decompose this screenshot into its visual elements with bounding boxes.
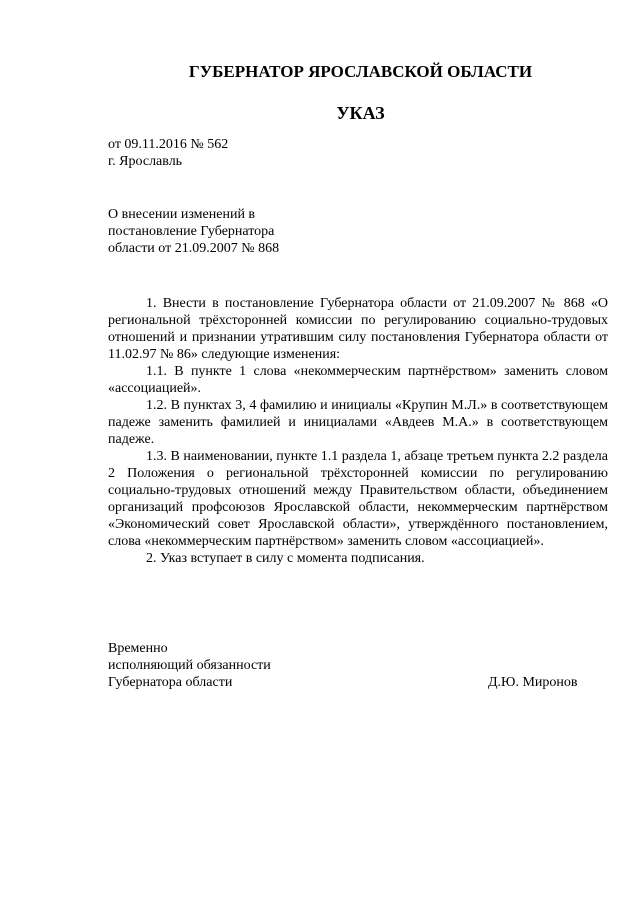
position-line: исполняющий обязанности xyxy=(108,658,271,673)
date-number: от 09.11.2016 № 562 xyxy=(108,137,229,152)
paragraph-item-2: 2. Указ вступает в силу с момента подписания. xyxy=(146,551,425,566)
signer-name: Д.Ю. Миронов xyxy=(488,675,578,690)
subject-line: постановление Губернатора xyxy=(108,224,275,239)
paragraph-item-1-3: 1.3. В наименовании, пункте 1.1 раздела 1, абзаце третьем пункта 2.2 раздела 2 Положения о региональной трёхсторонней комиссии по регулированию социально-трудовых отношений между Правительством области, объединением организаций профсоюзов Ярославской области, некоммерческим партнёрством «Экономический совет Ярославской области», утверждённого постановлением, слова «некоммерческим партнёрством» заменить словом «ассоциацией». xyxy=(108,449,608,549)
signature-position xyxy=(108,640,271,691)
document-body xyxy=(108,295,608,567)
document-type: УКАЗ xyxy=(336,103,385,123)
position-line: Временно xyxy=(108,641,168,656)
subject-line: области от 21.09.2007 № 868 xyxy=(108,241,280,256)
paragraph-item-1-2: 1.2. В пунктах 3, 4 фамилию и инициалы «Крупин М.Л.» в соответствующем падеже заменить фамилией и инициалами «Авдеев М.А.» в соответствующем падеже. xyxy=(108,398,608,447)
paragraph-item-1: 1. Внести в постановление Губернатора области от 21.09.2007 № 868 «О региональной трёхсторонней комиссии по регулированию социально-трудовых отношений и признании утратившим силу постановления Губернатора области от 11.02.97 № 86» следующие изменения: xyxy=(108,296,608,362)
paragraph-item-1-1: 1.1. В пункте 1 слова «некоммерческим партнёрством» заменить словом «ассоциацией». xyxy=(108,364,608,396)
document-subject xyxy=(108,206,279,257)
position-line: Губернатора области xyxy=(108,675,233,690)
subject-line: О внесении изменений в xyxy=(108,207,256,222)
issuing-authority: ГУБЕРНАТОР ЯРОСЛАВСКОЙ ОБЛАСТИ xyxy=(188,62,533,81)
city: г. Ярославль xyxy=(108,154,183,169)
document-meta xyxy=(108,136,228,170)
